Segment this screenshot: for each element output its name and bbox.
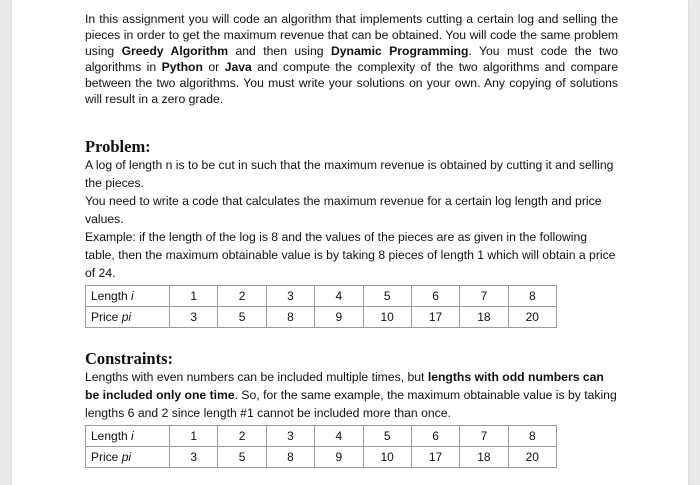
length-cell: 5 (363, 426, 411, 447)
problem-paragraph-2: You need to write a code that calculates the maximum revenue for a certain log length and price values. (85, 194, 602, 226)
price-cell: 3 (170, 447, 218, 468)
price-cell: 9 (315, 447, 363, 468)
constraints-text: . So, for the same example, the maximum obtainable value is by taking lengths 6 and 2 since length #1 cannot be included more than once. (85, 388, 617, 420)
price-cell: 17 (411, 447, 459, 468)
length-cell: 7 (460, 286, 508, 307)
price-row (86, 447, 557, 468)
length-cell: 1 (170, 286, 218, 307)
price-cell: 5 (218, 447, 266, 468)
price-cell: 10 (363, 447, 411, 468)
price-table-1 (85, 285, 557, 328)
length-cell: 1 (170, 426, 218, 447)
price-header: Price pi (86, 447, 170, 468)
length-header: Length i (86, 426, 170, 447)
price-cell: 9 (315, 307, 363, 328)
intro-text: and compute the complexity of the two algorithms and compare between the two algorithms. You must write your solutions on your own. Any copying of solutions will result in a zero grade. (85, 60, 618, 106)
price-cell: 18 (460, 307, 508, 328)
problem-heading: Problem: (85, 137, 151, 156)
greedy-term: Greedy Algorithm (121, 44, 229, 58)
dp-term: Dynamic Programming (330, 44, 469, 58)
length-cell: 2 (218, 286, 266, 307)
price-cell: 8 (266, 307, 314, 328)
length-cell: 4 (315, 426, 363, 447)
price-table-2 (85, 425, 557, 468)
constraints-heading: Constraints: (85, 349, 174, 368)
length-cell: 2 (218, 426, 266, 447)
problem-paragraph-1: A log of length n is to be cut in such that the maximum revenue is obtained by cutting it and selling the pieces. (85, 158, 614, 190)
price-cell: 17 (411, 307, 459, 328)
length-header: Length i (86, 286, 170, 307)
price-cell: 20 (508, 447, 556, 468)
intro-paragraph (85, 11, 618, 107)
price-cell: 8 (266, 447, 314, 468)
intro-text: . You must code the two algorithms in (85, 44, 618, 74)
price-cell: 20 (508, 307, 556, 328)
length-cell: 8 (508, 286, 556, 307)
length-cell: 5 (363, 286, 411, 307)
price-cell: 10 (363, 307, 411, 328)
price-row (86, 307, 557, 328)
length-cell: 8 (508, 426, 556, 447)
price-header: Price pi (86, 307, 170, 328)
length-cell: 6 (411, 426, 459, 447)
java-term: Java (224, 60, 252, 74)
python-term: Python (161, 60, 203, 74)
document-content (85, 11, 618, 468)
constraints-text: Lengths with even numbers can be included multiple times, but (85, 370, 428, 384)
length-cell: 6 (411, 286, 459, 307)
length-cell: 3 (266, 426, 314, 447)
intro-text: or (202, 60, 225, 74)
intro-text: In this assignment you will code an algorithm that implements cutting a certain log and selling the pieces in order to get the maximum revenue that can be obtained. You will code the same problem using (85, 12, 618, 58)
length-row (86, 426, 557, 447)
price-cell: 5 (218, 307, 266, 328)
constraints-paragraph (85, 368, 618, 422)
document-page (12, 0, 688, 485)
price-cell: 18 (460, 447, 508, 468)
length-cell: 4 (315, 286, 363, 307)
length-cell: 3 (266, 286, 314, 307)
odd-lengths-term: lengths with odd numbers can be included only one time (85, 370, 604, 402)
length-row (86, 286, 557, 307)
length-cell: 7 (460, 426, 508, 447)
problem-paragraph-3: Example: if the length of the log is 8 and the values of the pieces are as given in the following table, then the maximum obtainable value is by taking 8 pieces of length 1 which will obtain a price of 24. (85, 230, 616, 280)
price-cell: 3 (170, 307, 218, 328)
intro-text: and then using (228, 44, 331, 58)
